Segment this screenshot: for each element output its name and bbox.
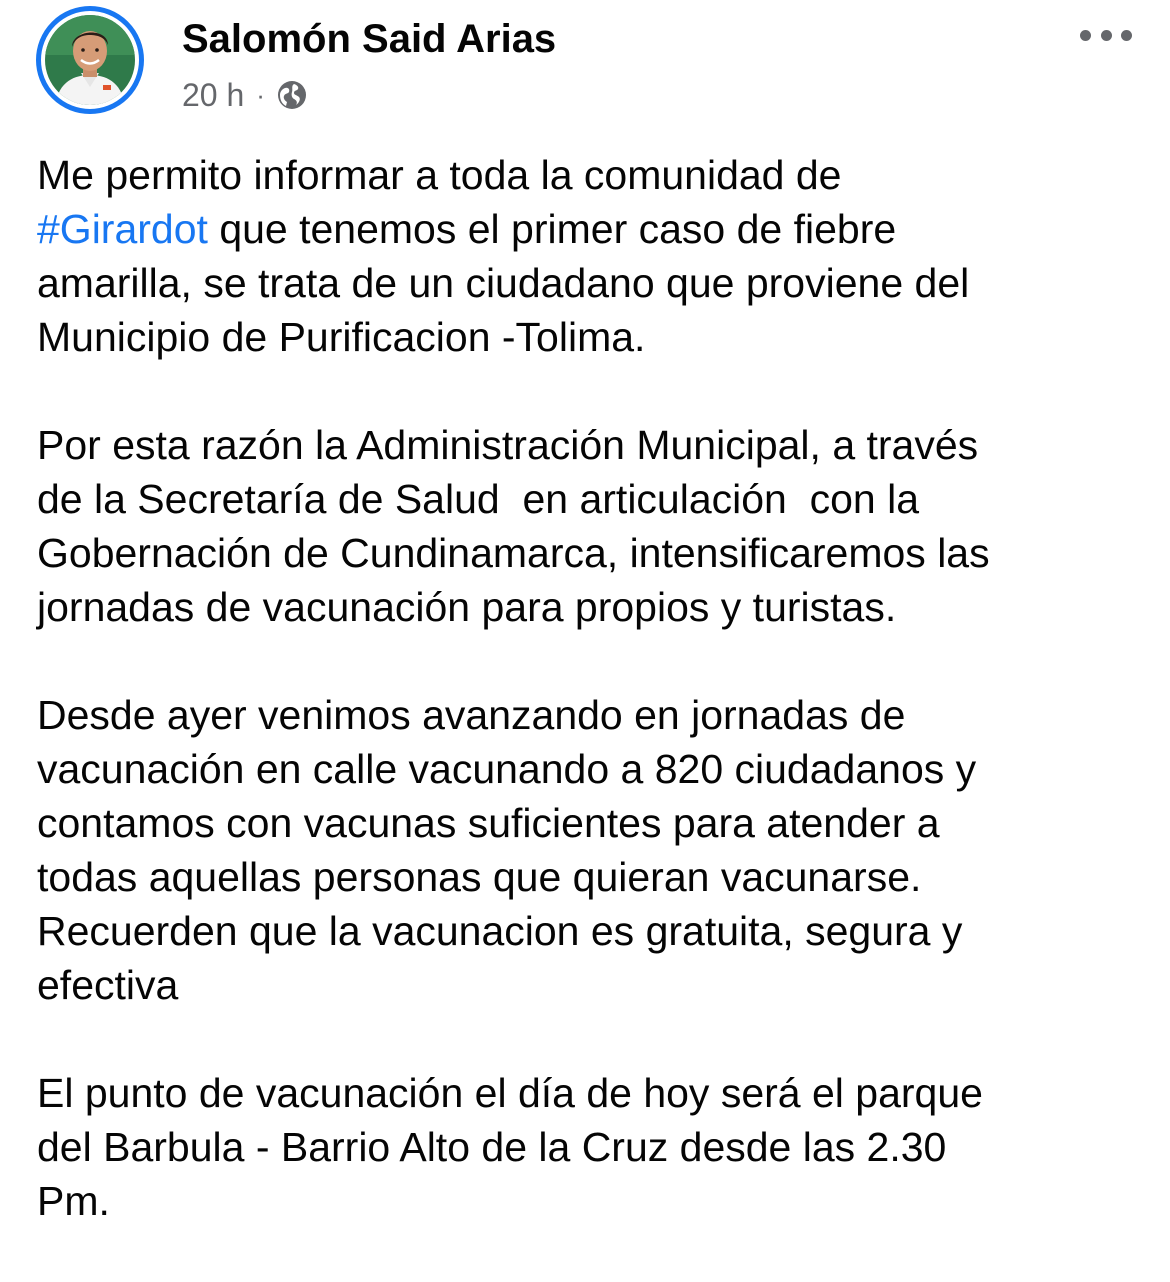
meta-separator: ·	[256, 79, 265, 110]
post-timestamp[interactable]: 20 h	[182, 76, 245, 113]
more-dot	[1121, 30, 1132, 41]
post-meta	[182, 74, 307, 116]
post-paragraph: Por esta razón la Administración Municipal, a través de la Secretaría de Salud en articulación con la Gobernación de Cundinamarca, intensificaremos las jornadas de vacunación para propios y turistas.	[37, 422, 990, 630]
post-header	[0, 0, 1170, 140]
globe-icon[interactable]	[277, 80, 307, 110]
more-dot	[1080, 30, 1091, 41]
profile-avatar[interactable]	[36, 6, 144, 114]
avatar-image	[45, 15, 135, 105]
post-paragraph: El punto de vacunación el día de hoy será el parque del Barbula - Barrio Alto de la Cruz desde las 2.30 Pm.	[37, 1070, 983, 1224]
paragraph-text: Me permito informar a toda la comunidad de	[37, 152, 842, 198]
author-name[interactable]: Salomón Said Arias	[182, 17, 557, 61]
hashtag-link[interactable]: #Girardot	[37, 206, 208, 252]
paragraph-text: que tenemos el primer caso de fiebre amarilla, se trata de un ciudadano que proviene del Municipio de Purificacion -Tolima.	[37, 206, 970, 360]
more-options-icon[interactable]	[1080, 24, 1132, 46]
post-paragraph	[37, 148, 1147, 364]
more-dot	[1101, 30, 1112, 41]
post-paragraph: Desde ayer venimos avanzando en jornadas de vacunación en calle vacunando a 820 ciudadanos y contamos con vacunas suficientes para atender a todas aquellas personas que quieran vacunarse. Recuerden que la vacunacion es gratuita, segura y efectiva	[37, 692, 977, 1008]
post-body	[37, 148, 1147, 1282]
